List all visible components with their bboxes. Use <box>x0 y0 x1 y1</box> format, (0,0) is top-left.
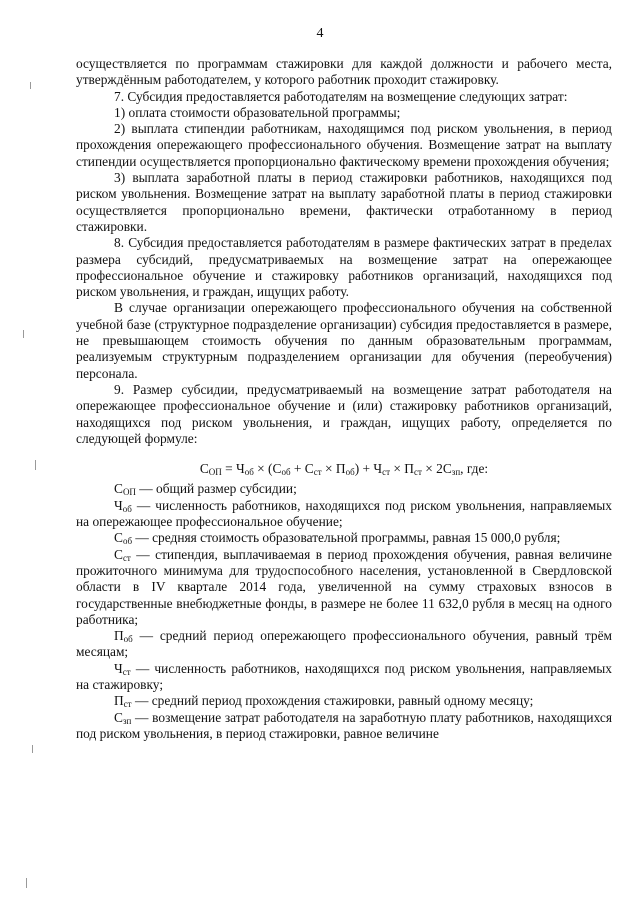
scan-artifact <box>35 460 36 470</box>
formula-text: × П <box>321 461 346 477</box>
definition-symbol: С <box>114 709 123 725</box>
definition-text: — численность работников, находящихся под риском увольнения, направляемых на стажировку; <box>76 660 612 692</box>
formula-definitions <box>76 481 612 742</box>
formula-subscript: об <box>244 467 254 478</box>
paragraph: 1) оплата стоимости образовательной программы; <box>114 104 401 120</box>
definition-symbol: Ч <box>114 497 123 513</box>
definition-symbol: П <box>114 693 124 709</box>
definition-subscript: об <box>122 536 133 547</box>
definition-item <box>76 710 612 743</box>
definition-text: — стипендия, выплачиваемая в период прохождения обучения, равная величине прожиточного минимума для трудоспособного населения, установленной в Свердловской области в IV квартале 2014 года, увеличенной на сумму страховых взносов в государственные внебюджетные фонды, в размере не более 11 632,0 рубля в месяц на одного работника; <box>76 546 612 627</box>
definition-subscript: зп <box>122 715 132 726</box>
definition-text: — общий размер субсидии; <box>135 481 297 497</box>
definition-text: — численность работников, находящихся под риском увольнения, направляемых на опережающее профессиональное обучение; <box>76 497 612 530</box>
definition-item <box>76 530 612 546</box>
paragraph: 9. Размер субсидии, предусматриваемый на возмещение затрат работодателя на опережающее профессиональное обучение и (или) стажировку работников организаций, находящихся под риском увольнения, и граждан, ищущих работу, определяется по следующей формуле: <box>76 381 612 446</box>
definition-symbol: П <box>114 628 124 644</box>
paragraphs <box>76 56 612 447</box>
definition-text: — средний период прохождения стажировки, равный одному месяцу; <box>131 693 534 709</box>
formula-text: ) + Ч <box>354 461 383 477</box>
page-number: 4 <box>316 26 324 41</box>
formula-subscript: зп <box>451 467 461 478</box>
paragraph: 7. Субсидия предоставляется работодателям на возмещение следующих затрат: <box>114 88 568 104</box>
formula-text: × (С <box>253 461 282 477</box>
definition-subscript: ст <box>123 699 132 710</box>
paragraph: В случае организации опережающего профессионального обучения на собственной учебной базе (структурное подразделение организации) субсидия предоставляется в размере, не превышающем стоимость обучения по данным образовательным программам, реализуемым структурным подразделением организации для обучения (переобучения) персонала. <box>76 300 612 381</box>
formula-text: × 2С <box>421 461 452 477</box>
definition-subscript: ОП <box>122 487 136 498</box>
definition-symbol: С <box>114 546 123 562</box>
definition-text: — средняя стоимость образовательной программы, равная 15 000,0 рубля; <box>132 530 561 546</box>
formula-text: = Ч <box>221 461 245 477</box>
definition-item <box>76 481 612 497</box>
formula-subscript: ОП <box>208 467 222 478</box>
definition-symbol: С <box>114 481 123 497</box>
definition-symbol: Ч <box>114 660 123 676</box>
formula-text: , где: <box>460 461 489 477</box>
paragraph: 8. Субсидия предоставляется работодателям в размере фактических затрат в пределах размера субсидий, предусматриваемых на возмещение затрат на опережающее профессиональное обучение и стажировку работников организаций, находящихся под риском увольнения, и граждан, ищущих работу. <box>76 235 612 300</box>
formula-text: × П <box>390 461 414 477</box>
scan-artifact <box>26 878 27 888</box>
formula-text: С <box>199 461 209 477</box>
definition-item <box>76 693 612 709</box>
formula-subscript: ст <box>413 467 422 478</box>
formula-subscript: об <box>345 467 355 478</box>
definition-text: — возмещение затрат работодателя на заработную плату работников, находящихся под риском увольнения, в период стажировки, равное величине <box>76 709 612 741</box>
formula-subscript: ст <box>313 467 322 478</box>
definition-subscript: об <box>123 634 133 645</box>
definition-subscript: ст <box>122 552 131 563</box>
definition-subscript: ст <box>122 666 131 677</box>
paragraph: 2) выплата стипендии работникам, находящимся под риском увольнения, в период прохождения опережающего профессионального обучения. Возмещение затрат на выплату стипендии осуществляется пропорционально фактическому времени прохождения обучения; <box>76 121 612 169</box>
scan-artifact <box>23 330 24 338</box>
definition-item <box>76 547 612 628</box>
definition-subscript: об <box>122 503 132 514</box>
definition-item <box>76 628 612 661</box>
formula-subscript: ст <box>382 467 391 478</box>
definition-text: — средний период опережающего профессионального обучения, равный трём месяцам; <box>76 628 612 660</box>
scan-artifact <box>30 82 31 89</box>
definition-symbol: С <box>114 530 123 546</box>
paragraph: осуществляется по программам стажировки для каждой должности и рабочего места, утверждённым работодателем, у которого работник проходит стажировку. <box>76 56 612 88</box>
definition-item <box>76 498 612 531</box>
paragraph: 3) выплата заработной платы в период стажировки работников, находящихся под риском увольнения. Возмещение затрат на выплату заработной платы в период стажировки осуществляется пропорционально времени, фактически отработанному в период стажировки. <box>76 170 612 234</box>
formula-subscript: об <box>281 467 291 478</box>
formula-text: + С <box>290 461 314 477</box>
scan-artifact <box>32 745 33 753</box>
document-body <box>76 56 612 742</box>
subsidy-formula <box>76 461 612 477</box>
definition-item <box>76 661 612 694</box>
